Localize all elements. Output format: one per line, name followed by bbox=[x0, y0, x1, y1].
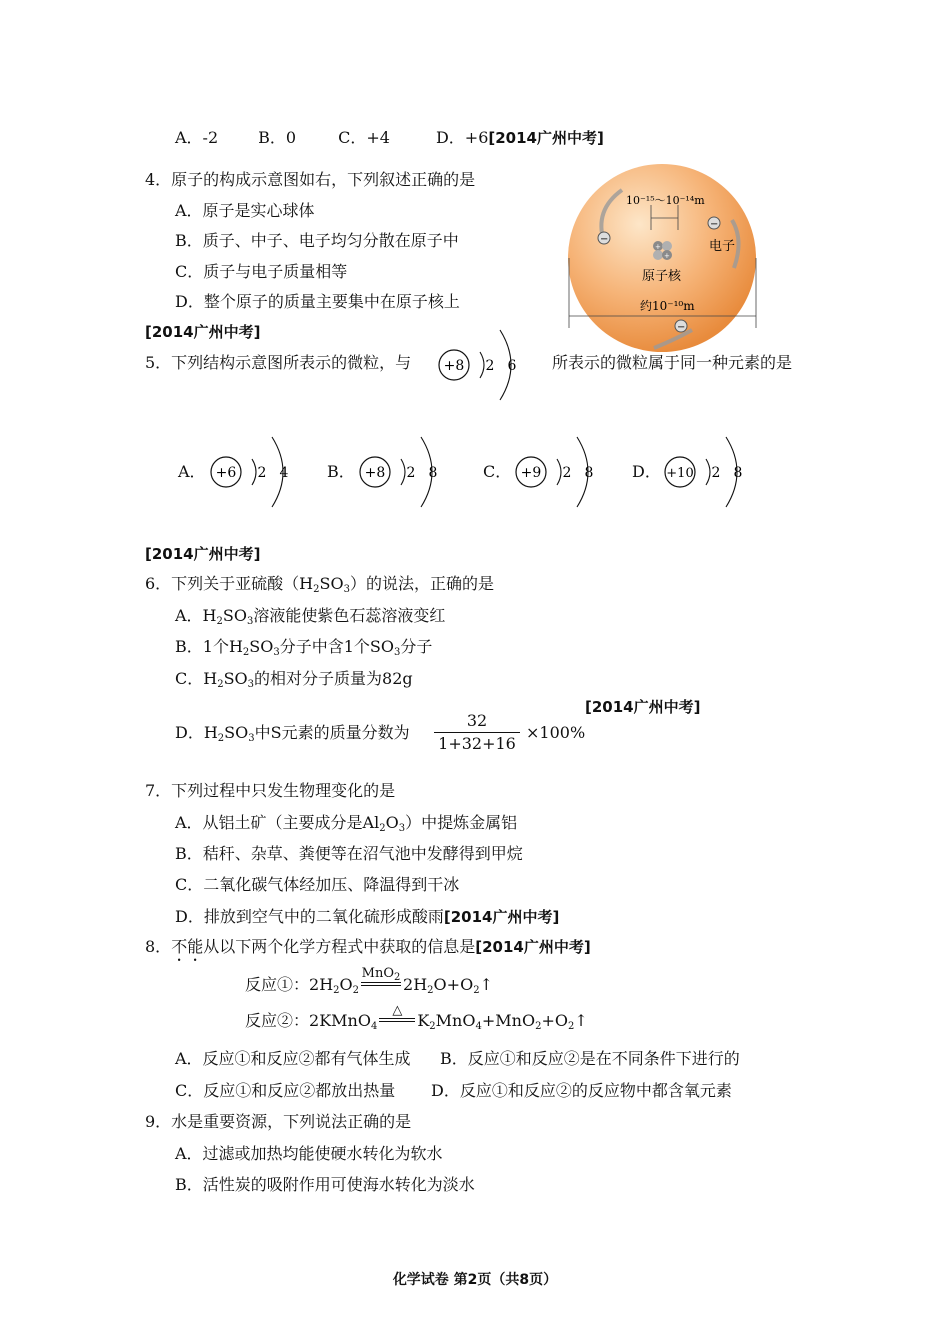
q5-stem-a: 5．下列结构示意图所表示的微粒，与 bbox=[145, 353, 412, 372]
q4-option-b: B．质子、中子、电子均匀分散在原子中 bbox=[175, 231, 459, 250]
fraction-numerator: 32 bbox=[466, 711, 488, 730]
q6-option-c: C．$H_2SO_3$的相对分子质量为82g bbox=[175, 669, 413, 690]
q5-option-letter: D． bbox=[632, 462, 661, 481]
nucleus-charge: +6 bbox=[215, 465, 237, 481]
q3-source: [2014广州中考] bbox=[488, 129, 604, 147]
electron-icon bbox=[708, 217, 720, 230]
q6-option-a: A．$H_2SO_3$溶液能使紫色石蕊溶液变红 bbox=[175, 606, 446, 627]
q5-stem-b: 所表示的微粒属于同一种元素的是 bbox=[552, 353, 793, 372]
electron-icon bbox=[675, 320, 687, 333]
outer-shell-count: 8 bbox=[428, 465, 438, 481]
atomic-structure-diagram bbox=[357, 432, 447, 512]
q4-option-a: A．原子是实心球体 bbox=[175, 201, 315, 220]
fraction-denominator: 1+32+16 bbox=[438, 734, 516, 753]
reaction-1: 反应①：$2H_2O_2$ MnO$_2$ $2H_2O+O_2↑$ bbox=[245, 966, 493, 996]
q5-option-letter: A． bbox=[178, 462, 206, 481]
q8-option-b: B．反应①和反应②是在不同条件下进行的 bbox=[440, 1049, 740, 1068]
inner-shell-arc bbox=[706, 459, 710, 485]
q8-option-a: A．反应①和反应②都有气体生成 bbox=[175, 1049, 411, 1068]
q3-options bbox=[175, 128, 604, 148]
inner-shell-count: 2 bbox=[711, 465, 721, 481]
nucleus-charge: +10 bbox=[666, 466, 694, 481]
atom-structure-figure bbox=[564, 160, 764, 356]
q4-option-d: D．整个原子的质量主要集中在原子核上 bbox=[175, 292, 460, 311]
q6-option-b: B．1个$H_2SO_3$分子中含1个$SO_3$分子 bbox=[175, 637, 433, 658]
electron-icon bbox=[598, 232, 610, 245]
q6-stem: 6．下列关于亚硫酸$(H_2SO_3)$的说法，正确的是 bbox=[145, 574, 494, 595]
q8-emphasis: 不能 bbox=[171, 937, 204, 956]
svg-text:+: + bbox=[655, 243, 661, 251]
q5-option-d bbox=[632, 462, 661, 482]
heat-symbol: △ bbox=[392, 1003, 403, 1018]
q8-option-c: C．反应①和反应②都放出热量 bbox=[175, 1081, 396, 1100]
inner-shell-count: 2 bbox=[406, 465, 416, 481]
catalyst-label: MnO$_2$ bbox=[361, 966, 401, 983]
outer-shell-count: 4 bbox=[279, 465, 289, 481]
q5-option-c bbox=[483, 462, 511, 482]
reaction-2: 反应②：2KMnO$_4$ △ $K_2MnO_4+MnO_2+O_2↑$ bbox=[245, 1003, 588, 1032]
q7-option-b: B．秸秆、杂草、粪便等在沼气池中发酵得到甲烷 bbox=[175, 844, 523, 863]
svg-text:2: 2 bbox=[485, 358, 495, 374]
fraction-bar bbox=[434, 732, 520, 733]
q4-source: [2014广州中考] bbox=[145, 323, 261, 341]
q3-option-b: B．0 bbox=[258, 128, 297, 147]
outer-shell-count: 8 bbox=[733, 465, 743, 481]
inner-shell-count: 2 bbox=[257, 465, 267, 481]
nucleus-label: 原子核 bbox=[642, 269, 682, 284]
electron-label: 电子 bbox=[709, 239, 736, 254]
q7-option-d: D．排放到空气中的二氧化硫形成酸雨[2014广州中考] bbox=[175, 907, 560, 926]
inner-shell-arc bbox=[557, 459, 561, 485]
atomic-structure-diagram bbox=[662, 432, 752, 512]
nucleus-charge: +9 bbox=[520, 465, 542, 481]
q9-stem: 9．水是重要资源，下列说法正确的是 bbox=[145, 1112, 412, 1131]
fraction-suffix: ×100% bbox=[526, 723, 586, 742]
svg-text:6: 6 bbox=[507, 358, 517, 374]
inner-shell-arc bbox=[401, 459, 405, 485]
atomic-structure-diagram bbox=[513, 432, 603, 512]
q7-option-c: C．二氧化碳气体经加压、降温得到干冰 bbox=[175, 875, 460, 894]
q4-stem: 4．原子的构成示意图如右，下列叙述正确的是 bbox=[145, 170, 476, 189]
q4-option-c: C．质子与电子质量相等 bbox=[175, 262, 348, 281]
q8-source: [2014广州中考] bbox=[475, 938, 591, 956]
q7-option-a: A．从铝土矿（主要成分是$Al_2O_3$）中提炼金属铝 bbox=[175, 813, 518, 834]
q5-option-letter: B． bbox=[327, 462, 355, 481]
page-footer: 化学试卷 第2页（共8页） bbox=[392, 1272, 558, 1288]
q9-option-a: A．过滤或加热均能使硬水转化为软水 bbox=[175, 1144, 443, 1163]
nucleus-size-label: 10⁻¹⁵～10⁻¹⁴m bbox=[626, 194, 705, 207]
q5-option-b bbox=[327, 462, 355, 482]
outer-shell-count: 8 bbox=[584, 465, 594, 481]
q3-option-a: A．-2 bbox=[175, 128, 219, 147]
q3-option-c: C．+4 bbox=[338, 128, 390, 147]
svg-text:−: − bbox=[710, 219, 719, 230]
q6-source: [2014广州中考] bbox=[585, 698, 701, 716]
q5-option-a bbox=[178, 462, 206, 482]
q6-source-top: [2014广州中考] bbox=[145, 545, 261, 563]
svg-text:−: − bbox=[677, 322, 686, 333]
nucleus-charge: +8 bbox=[364, 465, 386, 481]
q7-source: [2014广州中考] bbox=[443, 908, 560, 926]
atom-size-label: 约10⁻¹⁰m bbox=[640, 299, 695, 313]
q9-option-b: B．活性炭的吸附作用可使海水转化为淡水 bbox=[175, 1175, 475, 1194]
inner-shell-arc bbox=[252, 459, 256, 485]
q5-reference-diagram bbox=[436, 325, 526, 405]
q7-stem: 7．下列过程中只发生物理变化的是 bbox=[145, 781, 396, 800]
atomic-structure-diagram bbox=[208, 432, 298, 512]
svg-text:−: − bbox=[600, 234, 609, 245]
q3-option-d: D．+6 bbox=[435, 128, 489, 147]
inner-shell-count: 2 bbox=[562, 465, 572, 481]
svg-text:+: + bbox=[664, 252, 670, 260]
svg-text:+8: +8 bbox=[443, 358, 465, 374]
q8-option-d: D．反应①和反应②的反应物中都含氧元素 bbox=[431, 1081, 732, 1100]
q8-stem: 8．不能从以下两个化学方程式中获取的信息是[2014广州中考] bbox=[145, 937, 591, 956]
q6-option-d: D．$H_2SO_3$中S元素的质量分数为 bbox=[175, 723, 410, 744]
q5-option-letter: C． bbox=[483, 462, 512, 481]
